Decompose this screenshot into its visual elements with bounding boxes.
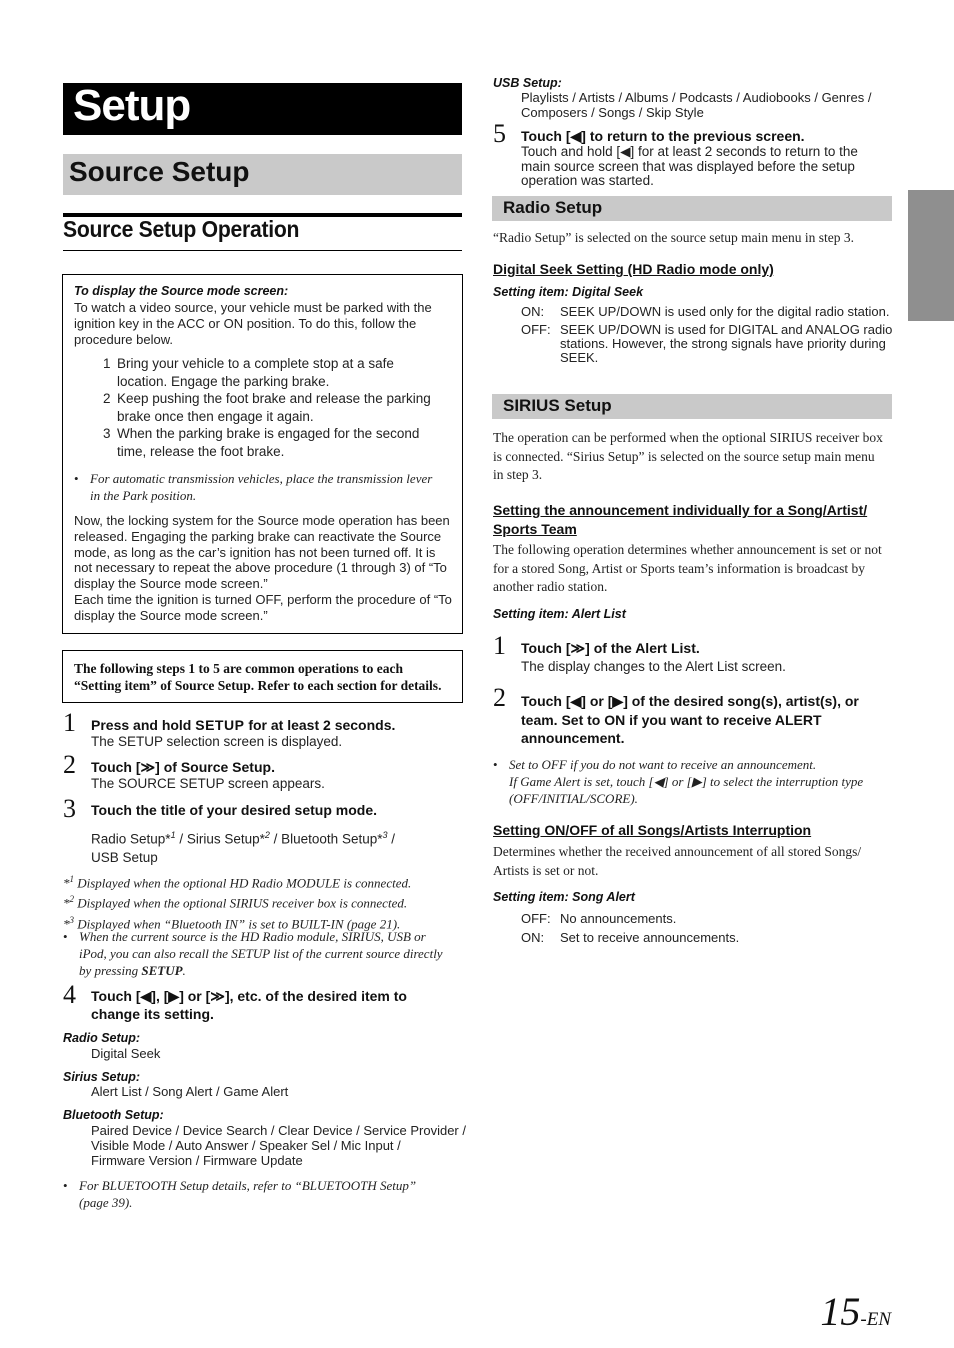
display-box-body: Now, the locking system for the Source mode operation has been released. Engaging the parking brake can reactivate the Source mode, as long as the car’s ignition has not been turned off. It is not necessary to repeat the above procedure (1 through 3) of “To display the Source mode screen.” Each time the ignition is turned OFF, perform the procedure of “To display the Source mode screen.” — [74, 513, 452, 623]
step-1-heading: Press and hold SETUP for at least 2 seconds. — [91, 717, 396, 733]
list-item: 3 When the parking brake is engaged for the second time, release the foot brake. — [103, 426, 420, 459]
bluetooth-setup-items: Paired Device / Device Search / Clear Device / Service Provider / Visible Mode / Auto Answer / Speaker Sel / Mic Input / Firmware Version / Firmware Update — [91, 1123, 466, 1168]
announcement-body: The following operation determines whether announcement is set or not for a stored Song, Artist or Sports team’s information is broadcast by another radio station. — [493, 542, 882, 594]
display-source-box — [62, 274, 463, 634]
step-5-heading: Touch [◀] to return to the previous screen. — [521, 128, 805, 144]
display-box-intro: To watch a video source, your vehicle must be parked with the ignition key in the ACC or ON position. To do this, follow the procedure below. — [74, 300, 432, 347]
digital-seek-options — [521, 305, 896, 365]
page-number: 15-EN — [820, 1289, 891, 1334]
usb-setup-items: Playlists / Artists / Albums / Podcasts / Audiobooks / Genres / Composers / Songs / Skip Style — [521, 90, 872, 120]
radio-setup-title: Radio Setup — [503, 198, 603, 217]
digital-seek-setting-item: Setting item: Digital Seek — [493, 285, 644, 299]
current-source-note: • When the current source is the HD Radio module, SIRIUS, USB or iPod, you can also recall the SETUP list of the current source directly by pressing SETUP. — [63, 929, 443, 978]
interruption-body: Determines whether the received announcement of all stored Songs/ Artists is set or not. — [493, 844, 862, 878]
step-3-heading: Touch the title of your desired setup mode. — [91, 802, 377, 818]
sirius-setup-items: Alert List / Song Alert / Game Alert — [91, 1084, 289, 1099]
digital-seek-heading: Digital Seek Setting (HD Radio mode only) — [493, 261, 774, 277]
left-arrow-icon: ◀ — [570, 693, 582, 709]
step-number: 1 — [493, 631, 506, 660]
song-alert-options — [521, 912, 896, 945]
common-steps-text: The following steps 1 to 5 are common operations to each “Setting item” of Source Setup. Refer to each section for details. — [74, 661, 442, 693]
step-2-heading: Touch [≫] of Source Setup. — [91, 759, 275, 775]
step-number: 3 — [63, 794, 76, 823]
list-item: 1 Bring your vehicle to a complete stop at a safe location. Engage the parking brake. — [103, 356, 394, 389]
option-row: ON: Set to receive announcements. — [521, 930, 740, 945]
radio-setup-items: Digital Seek — [91, 1046, 161, 1061]
display-box-heading: To display the Source mode screen: — [74, 284, 289, 298]
section-title-bar — [63, 154, 462, 195]
option-row: OFF: No announcements. — [521, 911, 677, 926]
section-title: Source Setup — [69, 156, 250, 187]
step-number: 2 — [493, 683, 506, 712]
step-number: 1 — [63, 708, 76, 737]
step-3-options: Radio Setup*$^1$ / Sirius Setup*$^2$ / Bluetooth Setup*$^3$ / USB Setup — [91, 830, 396, 865]
operation-title: Source Setup Operation — [63, 216, 300, 242]
step-5-body: Touch and hold [◀] for at least 2 seconds to return to the main source screen that was displayed before the setup operation was started. — [521, 144, 858, 188]
transmission-note: • For automatic transmission vehicles, place the transmission lever in the Park position. — [74, 471, 433, 503]
step-number: 2 — [63, 750, 76, 779]
interruption-heading: Setting ON/OFF of all Songs/Artists Interruption — [493, 822, 812, 838]
forward-icon: ≫ — [210, 988, 225, 1004]
footnote: *$^1$ Displayed when the optional HD Radio MODULE is connected. — [63, 874, 412, 891]
heading-rule-bottom — [63, 250, 462, 251]
footnote: *$^3$ Displayed when “Bluetooth IN” is set to BUILT-IN (page 21). — [63, 914, 401, 931]
option-row: ON: SEEK UP/DOWN is used only for the digital radio station. — [521, 304, 890, 319]
left-arrow-icon: ◀ — [653, 774, 664, 789]
radio-setup-intro: “Radio Setup” is selected on the source setup main menu in step 3. — [493, 230, 855, 245]
list-item: 2 Keep pushing the foot brake and release the parking brake once then engage it again. — [103, 391, 431, 424]
chapter-title: Setup — [73, 81, 191, 130]
step-2-body: The SOURCE SETUP screen appears. — [91, 776, 325, 791]
step-number: 5 — [493, 119, 506, 148]
step-number: 4 — [63, 980, 76, 1009]
option-row: OFF: SEEK UP/DOWN is used for DIGITAL and ANALOG radio stations. However, the strong signals have priority during SEEK. — [521, 322, 893, 365]
sirius-setup-intro: The operation can be performed when the optional SIRIUS receiver box is connected. “Sirius Setup” is selected on the source setup main menu in step 3. — [493, 430, 883, 482]
alert-step-1-heading: Touch [≫] of the Alert List. — [521, 640, 700, 656]
forward-icon: ≫ — [570, 640, 586, 656]
footnote: *$^2$ Displayed when the optional SIRIUS receiver box is connected. — [63, 894, 408, 911]
radio-setup-bar — [492, 196, 892, 221]
radio-setup-label: Radio Setup: — [63, 1031, 141, 1045]
sirius-setup-title: SIRIUS Setup — [503, 396, 612, 415]
bluetooth-setup-label: Bluetooth Setup: — [63, 1108, 164, 1122]
alert-note: • Set to OFF if you do not want to receive an announcement. If Game Alert is set, touch [◀] or [▶] to select the interruption type (OFF/INITIAL/SCORE). — [493, 757, 864, 806]
right-arrow-icon: ▶ — [612, 693, 624, 709]
chapter-title-bar — [63, 83, 462, 135]
step-1-body: The SETUP selection screen is displayed. — [91, 734, 343, 749]
song-alert-setting-item: Setting item: Song Alert — [493, 890, 635, 904]
common-steps-box — [62, 650, 463, 703]
chapter-side-tab — [908, 190, 954, 321]
left-arrow-icon: ◀ — [620, 144, 631, 159]
left-arrow-icon: ◀ — [570, 128, 582, 144]
step-4-heading: Touch [◀], [▶] or [≫], etc. of the desired item to change its setting. — [91, 988, 407, 1022]
sirius-setup-label: Sirius Setup: — [63, 1070, 141, 1084]
alert-step-1-body: The display changes to the Alert List screen. — [521, 659, 786, 674]
alert-step-2-heading: Touch [◀] or [▶] of the desired song(s), artist(s), or team. Set to ON if you want to receive ALERT announcement. — [521, 693, 859, 746]
sirius-setup-bar — [492, 394, 892, 419]
bluetooth-note: • For BLUETOOTH Setup details, refer to “BLUETOOTH Setup” (page 39). — [63, 1178, 417, 1210]
footnotes — [63, 871, 411, 932]
announcement-heading: Setting the announcement individually for a Song/Artist/ Sports Team — [493, 502, 868, 537]
left-arrow-icon: ◀ — [140, 988, 152, 1004]
right-arrow-icon: ▶ — [691, 774, 702, 789]
alert-list-setting-item: Setting item: Alert List — [493, 607, 626, 621]
usb-setup-label: USB Setup: — [493, 76, 562, 90]
right-arrow-icon: ▶ — [168, 988, 180, 1004]
procedure-list — [103, 355, 453, 460]
forward-icon: ≫ — [140, 759, 156, 775]
